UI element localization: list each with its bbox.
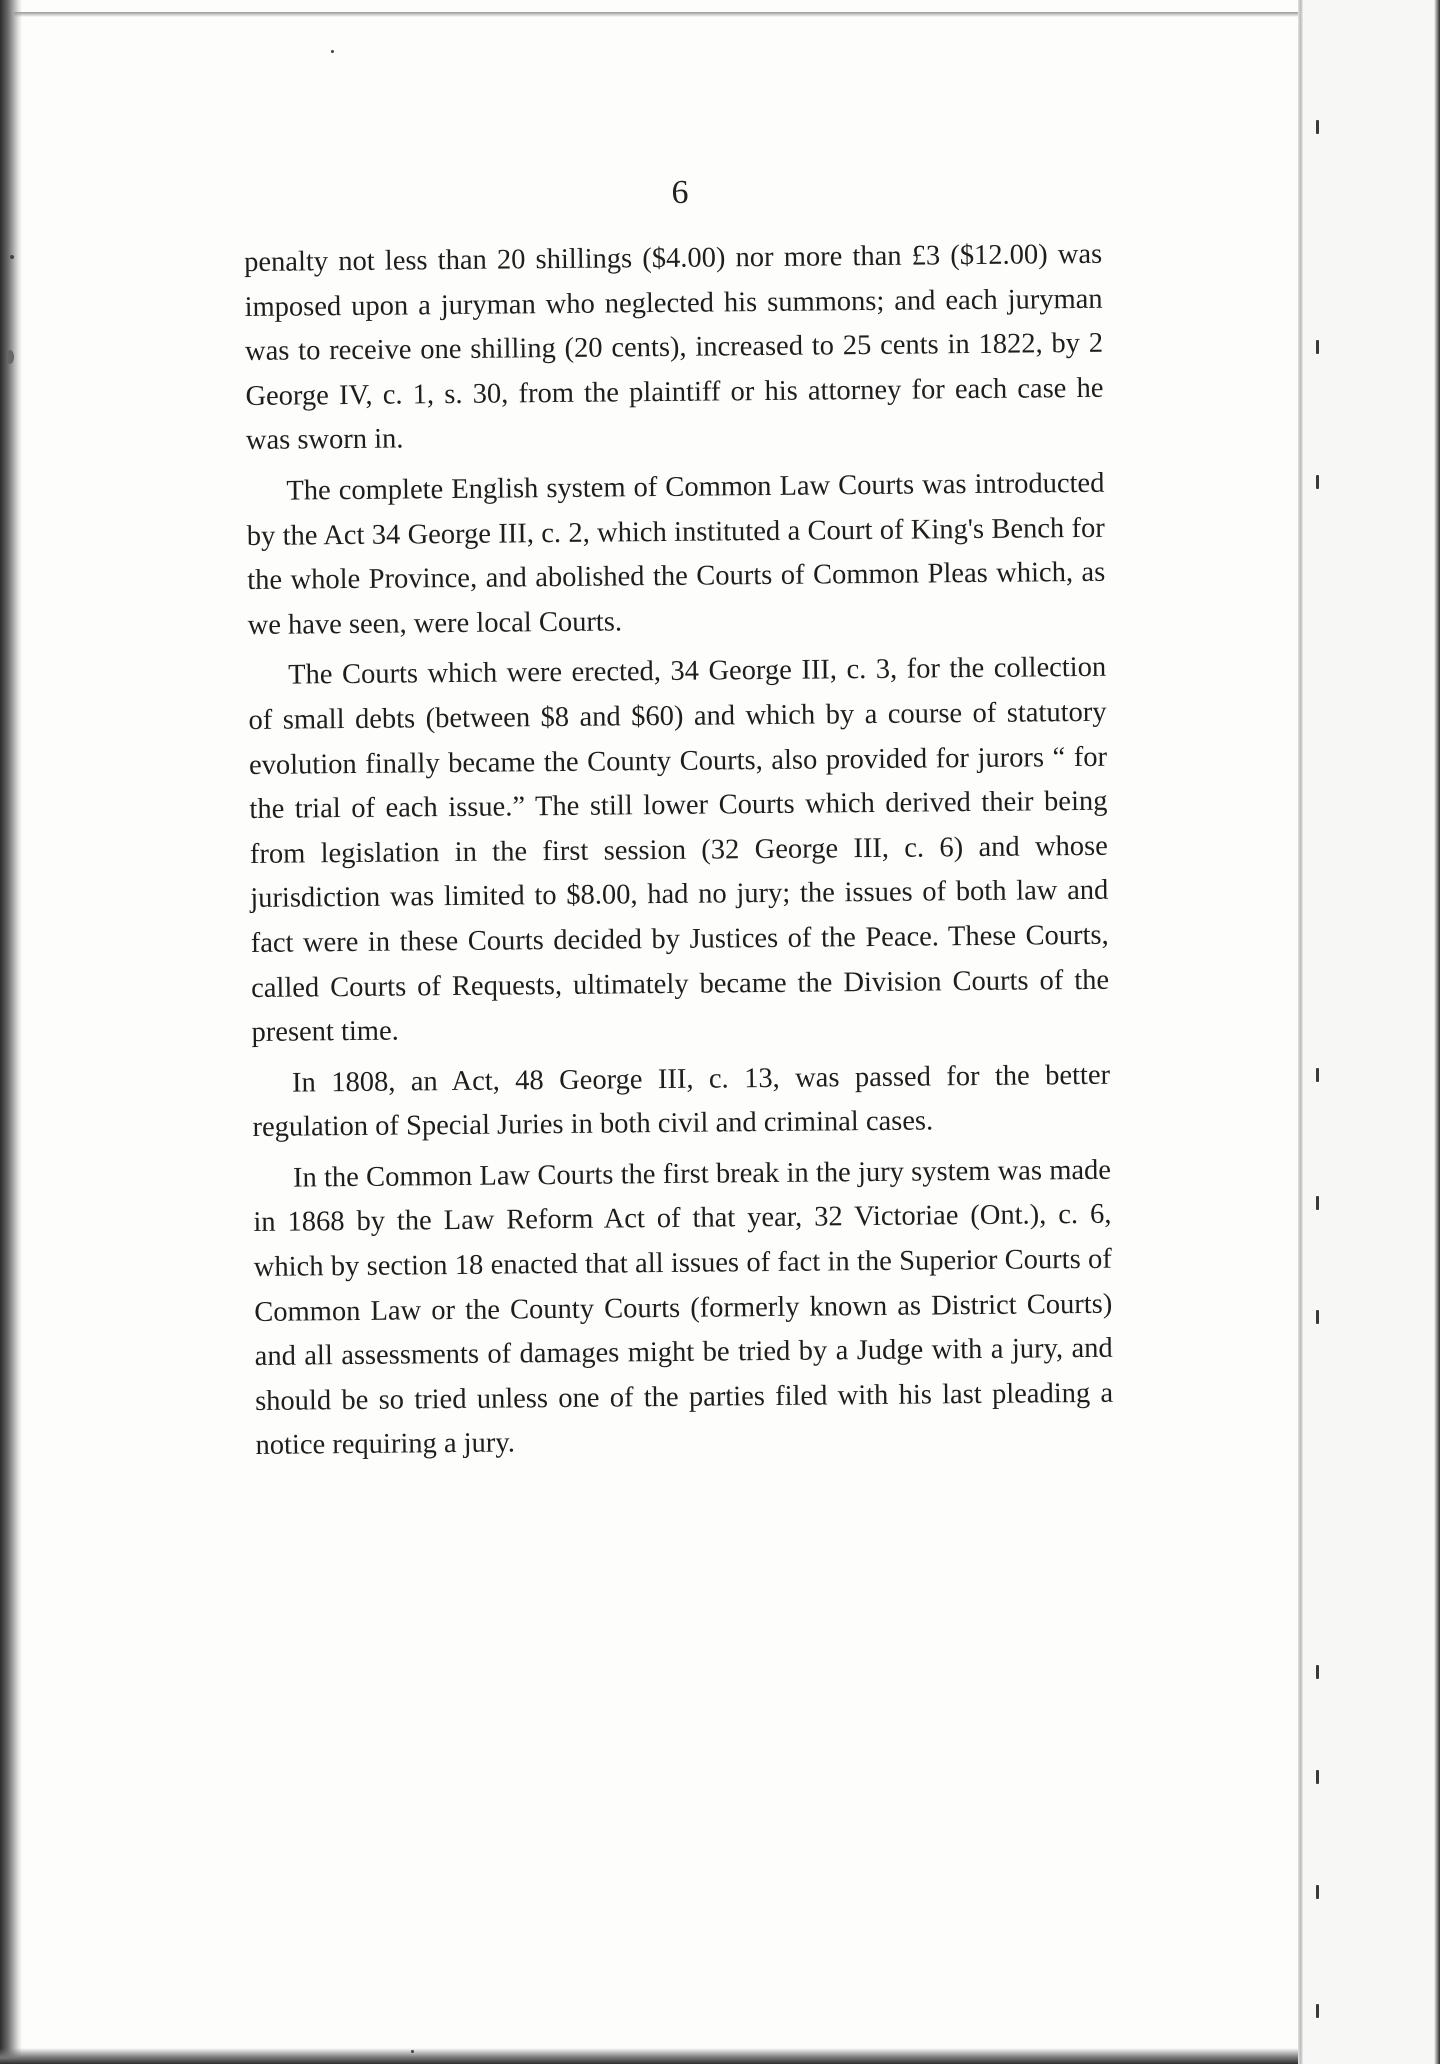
adjacent-page-shadow [1434, 0, 1440, 2064]
page-number: 6 [671, 174, 689, 211]
scan-mark [1316, 1310, 1319, 1324]
paragraph-3: The Courts which were erected, 34 George III, c. 3, for the collection of small debts (between $8 and $60) and which by a course of statutory evolution finally became the County Courts, also provided for jurors “ for the trial of each issue.” The still lower Courts which derived their being from legislation in the first session (32 George III, c. 6) and whose jurisdiction was limited to $8.00, had no jury; the issues of both law and fact were in these Courts decided by Justices of the Peace. These Courts, called Courts of Requests, ultimately became the Division Courts of the present time. [248, 652, 1110, 1049]
scan-mark [1316, 120, 1319, 134]
scan-mark [1316, 1196, 1319, 1210]
page-edge-shadow-bottom [0, 2048, 1440, 2064]
scan-mark [1316, 1770, 1319, 1784]
scan-mark [1316, 1068, 1319, 1082]
paragraph-4: In 1808, an Act, 48 George III, c. 13, was passed for the better regulation of Special Juries in both civil and criminal cases. [252, 1059, 1111, 1144]
scan-speck [6, 350, 14, 364]
scan-mark [1316, 340, 1319, 354]
body-text [244, 233, 1114, 1475]
scan-speck [411, 2050, 414, 2053]
scan-mark [1316, 1665, 1319, 1679]
paragraph-1: penalty not less than 20 shillings ($4.00) nor more than £3 ($12.00) was imposed upon a juryman who neglected his summons; and each juryman was to receive one shilling (20 cents), increased to 25 cents in 1822, by 2 George IV, c. 1, s. 30, from the plaintiff or his attorney for each case he was sworn in. [244, 238, 1104, 457]
page-edge-top [14, 12, 1314, 17]
scan-speck [331, 50, 334, 53]
paragraph-2: The complete English system of Common Law Courts was introducted by the Act 34 George III, c. 2, which instituted a Court of King's Bench for the whole Province, and abolished the Courts of Common Pleas which, as we have seen, were local Courts. [246, 467, 1106, 641]
paragraph-5: In the Common Law Courts the first break in the jury system was made in 1868 by the Law Reform Act of that year, 32 Victoriae (Ont.), c. 6, which by section 18 enacted that all issues of fact in the Superior Courts of Common Law or the County Courts (formerly known as District Courts) and all assessments of damages might be tried by a Judge with a jury, and should be so tried unless one of the parties filed with his last pleading a notice requiring a jury. [253, 1154, 1114, 1462]
adjacent-page-edge [1303, 0, 1440, 2064]
scan-speck [10, 255, 14, 259]
scan-mark [1316, 2004, 1319, 2018]
page-edge-shadow-left [0, 0, 22, 2064]
scan-mark [1316, 1885, 1319, 1899]
scan-mark [1316, 475, 1319, 489]
